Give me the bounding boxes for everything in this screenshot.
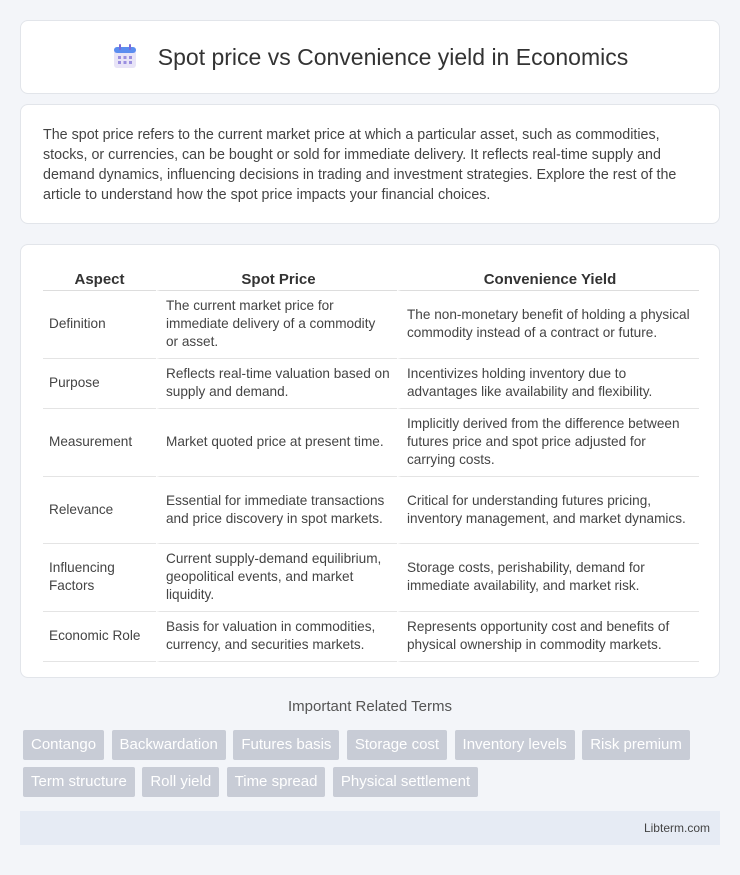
row-spot-price: Market quoted price at present time. <box>156 409 397 477</box>
table-row <box>43 409 699 477</box>
related-terms-title: Important Related Terms <box>288 698 452 715</box>
row-aspect: Relevance <box>43 477 156 544</box>
row-convenience-yield: The non-monetary benefit of holding a physical commodity instead of a contract or future. <box>397 291 699 359</box>
tag-futures-basis[interactable]: Futures basis <box>233 730 339 760</box>
table-header-row <box>43 263 699 291</box>
footer-site-link[interactable]: Libterm.com <box>643 821 710 835</box>
row-convenience-yield: Implicitly derived from the difference between futures price and spot price adjusted for carrying costs. <box>397 409 699 477</box>
page-title: Spot price vs Convenience yield in Economics <box>157 43 629 70</box>
table-row <box>43 477 699 544</box>
comparison-table <box>43 263 699 662</box>
table-row <box>43 359 699 409</box>
table-row <box>43 291 699 359</box>
tag-time-spread[interactable]: Time spread <box>227 767 326 797</box>
row-aspect: Measurement <box>43 409 156 477</box>
comparison-table-card <box>20 244 720 678</box>
table-row <box>43 612 699 662</box>
tag-risk-premium[interactable]: Risk premium <box>582 730 690 760</box>
tag-inventory-levels[interactable]: Inventory levels <box>455 730 575 760</box>
row-aspect: Economic Role <box>43 612 156 662</box>
row-spot-price: Essential for immediate transactions and price discovery in spot markets. <box>156 477 397 544</box>
intro-card <box>20 104 720 224</box>
row-aspect: Definition <box>43 291 156 359</box>
calendar-icon <box>112 44 138 70</box>
row-spot-price: Reflects real-time valuation based on supply and demand. <box>156 359 397 409</box>
tag-backwardation[interactable]: Backwardation <box>112 730 226 760</box>
row-convenience-yield: Storage costs, perishability, demand for immediate availability, and market risk. <box>397 544 699 612</box>
row-spot-price: The current market price for immediate delivery of a commodity or asset. <box>156 291 397 359</box>
footer <box>20 811 720 845</box>
tag-term-structure[interactable]: Term structure <box>23 767 135 797</box>
table-row <box>43 544 699 612</box>
related-terms-tags <box>23 730 723 804</box>
header-aspect: Aspect <box>43 263 156 291</box>
tag-contango[interactable]: Contango <box>23 730 104 760</box>
row-spot-price: Basis for valuation in commodities, currency, and securities markets. <box>156 612 397 662</box>
row-convenience-yield: Represents opportunity cost and benefits of physical ownership in commodity markets. <box>397 612 699 662</box>
row-spot-price: Current supply-demand equilibrium, geopolitical events, and market liquidity. <box>156 544 397 612</box>
header-spot-price: Spot Price <box>156 263 397 291</box>
header-convenience-yield: Convenience Yield <box>397 263 699 291</box>
row-aspect: Influencing Factors <box>43 544 156 612</box>
intro-text: The spot price refers to the current market price at which a particular asset, such as commodities, stocks, or currencies, can be bought or sold for immediate delivery. It reflects real-time supply and demand dynamics, influencing decisions in trading and investment strategies. Explore the rest of the article to understand how the spot price impacts your financial choices. <box>43 127 677 203</box>
tag-roll-yield[interactable]: Roll yield <box>142 767 219 797</box>
row-aspect: Purpose <box>43 359 156 409</box>
header-card <box>20 20 720 94</box>
row-convenience-yield: Incentivizes holding inventory due to advantages like availability and flexibility. <box>397 359 699 409</box>
tag-storage-cost[interactable]: Storage cost <box>347 730 447 760</box>
row-convenience-yield: Critical for understanding futures pricing, inventory management, and market dynamics. <box>397 477 699 544</box>
tag-physical-settlement[interactable]: Physical settlement <box>333 767 478 797</box>
